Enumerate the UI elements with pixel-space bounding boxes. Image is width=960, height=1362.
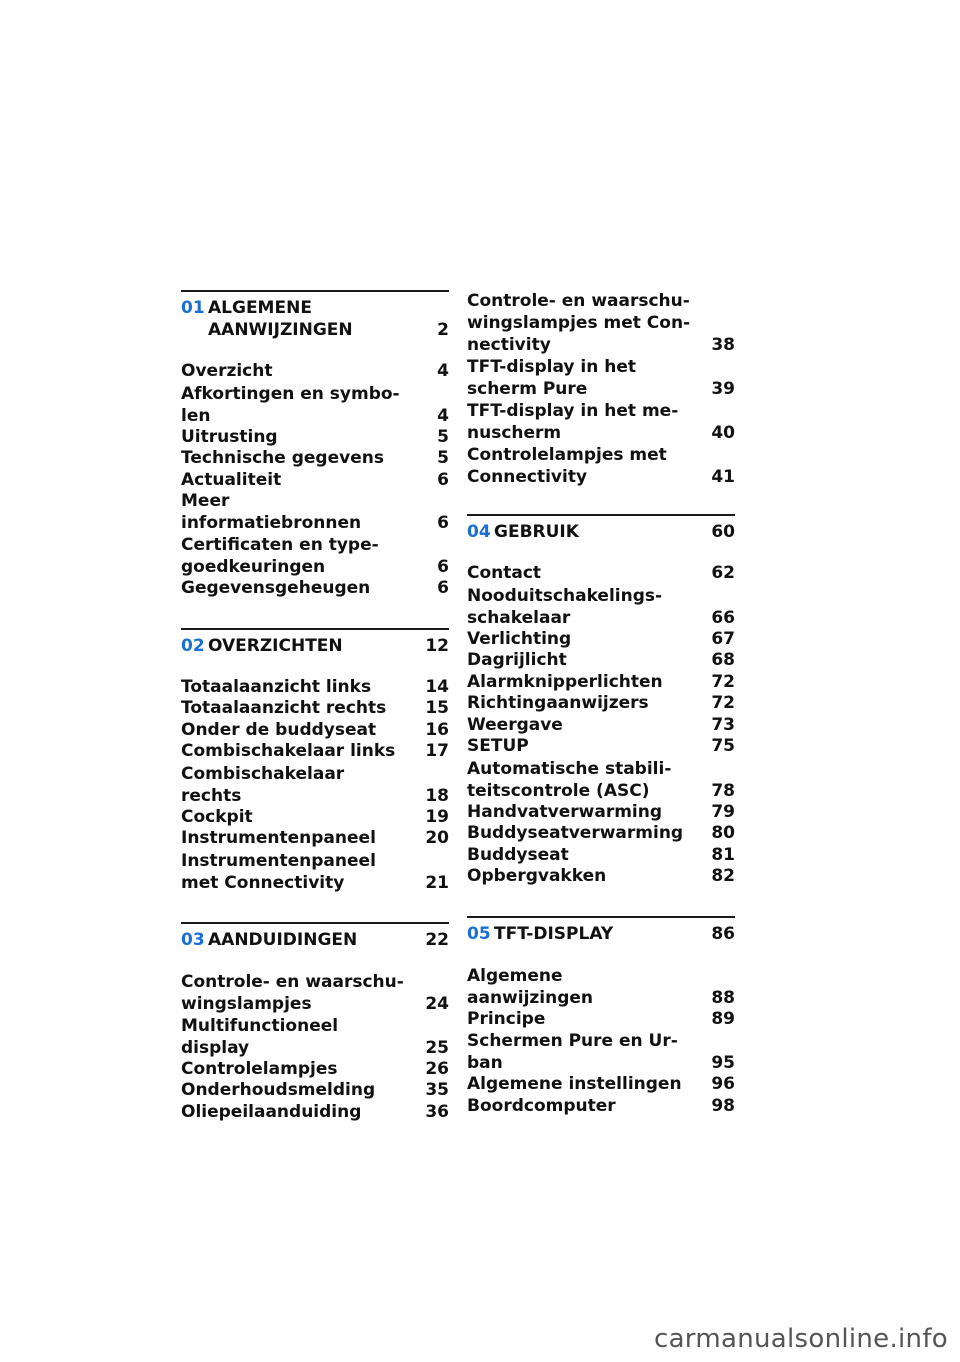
toc-entry-label (181, 448, 409, 470)
toc-entry[interactable] (467, 1009, 735, 1031)
toc-entry-label-line: len (181, 405, 211, 426)
toc-entry-label-line: Automatische stabili- (467, 758, 672, 779)
toc-entry-label-line: Combischakelaar links (181, 741, 396, 761)
toc-entry-label-line: Contact (467, 563, 542, 583)
toc-entry-label-line: Buddyseatverwarming (467, 823, 684, 843)
toc-section (467, 916, 735, 1118)
toc-entry[interactable] (181, 448, 449, 470)
section-title-line: AANWIJZINGEN (208, 320, 353, 340)
toc-entry-label (181, 491, 409, 534)
toc-entry-label (181, 427, 409, 449)
toc-entry-page: 6 (437, 557, 449, 577)
toc-entry-label-line: Onder de buddyseat (181, 719, 377, 740)
toc-entry-label-line: met Connectivity (181, 872, 345, 893)
toc-entry-page: 68 (711, 650, 735, 670)
toc-entry[interactable] (467, 823, 735, 845)
toc-entry-label (467, 290, 695, 356)
toc-entry[interactable] (467, 444, 735, 488)
section-number: 01 (181, 298, 205, 318)
section-title: OVERZICHTEN (208, 635, 343, 656)
toc-entry-label-line: Nooduitschakelings- (467, 585, 663, 606)
toc-entry-label (181, 1080, 409, 1102)
toc-entry-page: 39 (711, 379, 735, 399)
toc-entry-label-line: nectivity (467, 335, 551, 355)
toc-entry-label-line: Opbergvakken (467, 866, 607, 886)
toc-entry-page: 66 (711, 607, 735, 628)
toc-entry-page: 40 (711, 423, 735, 443)
toc-entry-page: 35 (425, 1080, 449, 1100)
toc-entry-label (181, 677, 409, 699)
toc-entry-label (467, 823, 695, 845)
toc-entry-label-line: TFT-display in het (467, 357, 637, 377)
section-heading[interactable] (181, 628, 449, 657)
toc-entry-label (467, 1096, 695, 1118)
section-heading[interactable] (467, 514, 735, 543)
toc-entry-label (181, 763, 409, 807)
toc-entry-page: 4 (437, 405, 449, 426)
toc-entry-label (181, 698, 409, 720)
toc-entry-page: 41 (711, 467, 735, 487)
toc-entry[interactable] (181, 578, 449, 600)
toc-entry[interactable] (467, 672, 735, 694)
toc-entry[interactable] (181, 1102, 449, 1124)
toc-entry-label (181, 578, 409, 600)
toc-entry-label (467, 736, 695, 758)
toc-entry[interactable] (467, 629, 735, 651)
toc-entry-label-line: Overzicht (181, 361, 273, 381)
toc-entry-label-line: Principe (467, 1008, 546, 1029)
toc-entry-label-line: Uitrusting (181, 426, 278, 447)
toc-entry[interactable] (467, 356, 735, 400)
toc-entry[interactable] (181, 1015, 449, 1059)
toc-entry[interactable] (467, 802, 735, 824)
toc-entry-label (181, 470, 409, 492)
toc-entry-label-line: schakelaar (467, 607, 571, 628)
toc-entry-label (181, 971, 409, 1015)
toc-entry[interactable] (467, 693, 735, 715)
section-number: 03 (181, 929, 205, 950)
toc-entry-page: 25 (425, 1037, 449, 1058)
toc-entry-label-line: Buddyseat (467, 844, 569, 865)
toc-entry-label-line: Controle- en waarschu- (181, 971, 404, 992)
toc-entry-page: 72 (711, 671, 735, 692)
toc-entry-label-line: Controlelampjes (181, 1058, 338, 1079)
toc-entry-label-line: Totaalaanzicht links (181, 676, 372, 697)
toc-entry-page: 5 (437, 448, 449, 468)
toc-entry-label-line: teitscontrole (ASC) (467, 780, 650, 801)
toc-entry-page: 6 (437, 578, 449, 598)
toc-entry-label-line: Controlelampjes met (467, 445, 667, 465)
toc-entry-label (467, 400, 695, 444)
toc-entry-page: 79 (711, 801, 735, 822)
toc-entry-label-line: goedkeuringen (181, 557, 326, 577)
toc-entry-label (467, 802, 695, 824)
section-title: GEBRUIK (494, 522, 579, 542)
toc-entry[interactable] (467, 758, 735, 802)
toc-entry-label-line: Oliepeilaanduiding (181, 1101, 362, 1122)
section-heading[interactable] (181, 922, 449, 951)
toc-entry-page: 62 (711, 563, 735, 583)
toc-entry[interactable] (181, 361, 449, 383)
toc-entry-label (181, 534, 409, 578)
toc-entry-label (181, 1102, 409, 1124)
toc-entry-page: 81 (711, 844, 735, 865)
toc-continued-entries (467, 290, 735, 488)
toc-entry-label-line: Instrumentenpaneel (181, 828, 376, 848)
toc-entry-page: 82 (711, 866, 735, 886)
toc-entry-page: 24 (425, 993, 449, 1014)
toc-entry-label (467, 715, 695, 737)
toc-entry[interactable] (181, 720, 449, 742)
toc-entry-label-line: Meer informatiebronnen (181, 491, 362, 533)
toc-section (181, 922, 449, 1124)
toc-entry-label-line: Gegevensgeheugen (181, 578, 371, 598)
toc-entry[interactable] (467, 650, 735, 672)
toc-entry-label (181, 741, 409, 763)
toc-entry-label (467, 650, 695, 672)
toc-entry-page: 72 (711, 693, 735, 713)
toc-entry-label-line: SETUP (467, 736, 529, 756)
toc-entry-page: 78 (711, 780, 735, 801)
toc-entry-label-line: Onderhoudsmelding (181, 1080, 376, 1100)
toc-entry-label-line: Certificaten en type- (181, 535, 379, 555)
toc-entry-page: 73 (711, 714, 735, 735)
toc-entry-label-line: Combischakelaar (181, 763, 345, 784)
toc-entry[interactable] (181, 807, 449, 829)
toc-entry[interactable] (181, 491, 449, 534)
toc-entry-label (181, 850, 409, 894)
toc-entry-label-line: Verlichting (467, 628, 572, 649)
section-heading[interactable] (467, 916, 735, 945)
toc-entry-page: 16 (425, 719, 449, 740)
toc-entry-page: 88 (711, 987, 735, 1008)
toc-entry[interactable] (181, 427, 449, 449)
toc-entry[interactable] (467, 563, 735, 585)
toc-entry-label-line: Algemene instellingen (467, 1074, 682, 1094)
toc-entry-page: 36 (425, 1101, 449, 1122)
toc-entry[interactable] (181, 698, 449, 720)
toc-entry-label (467, 444, 695, 488)
section-title: ALGEMENE (208, 298, 312, 318)
toc-entry[interactable] (181, 1059, 449, 1081)
toc-entry-label (467, 629, 695, 651)
toc-entry-label-line: nuscherm (467, 423, 562, 443)
toc-entry[interactable] (181, 763, 449, 807)
toc-entry-label-line: Handvatverwarming (467, 801, 663, 822)
section-title: AANDUIDINGEN (208, 929, 358, 950)
toc-section (181, 290, 449, 600)
toc-entry-label (467, 866, 695, 888)
toc-entry[interactable] (181, 470, 449, 492)
section-title: TFT-DISPLAY (494, 923, 614, 944)
toc-entry[interactable] (467, 1096, 735, 1118)
toc-entry-label-line: Multifunctioneel (181, 1015, 339, 1036)
toc-entry[interactable] (467, 585, 735, 629)
toc-entry-page: 96 (711, 1074, 735, 1094)
toc-entry-label (467, 1009, 695, 1031)
toc-entry-label (467, 585, 695, 629)
toc-entry[interactable] (181, 383, 449, 427)
toc-entry-label-line: Algemene (467, 965, 563, 986)
toc-entry-label (467, 965, 695, 1009)
toc-entry-label-line: Dagrijlicht (467, 650, 567, 670)
toc-entry-page: 4 (437, 361, 449, 381)
toc-entry-page: 21 (425, 872, 449, 893)
toc-entry-page: 19 (425, 806, 449, 827)
section-number: 05 (467, 923, 491, 944)
toc-entry-label-line: Richtingaanwijzers (467, 693, 649, 713)
toc-entry[interactable] (467, 845, 735, 867)
toc-entry-label (467, 1074, 695, 1096)
toc-entry-page: 67 (711, 628, 735, 649)
toc-entry[interactable] (467, 400, 735, 444)
toc-entry-page: 15 (425, 698, 449, 718)
toc-entry[interactable] (181, 1080, 449, 1102)
toc-entry-label (467, 1030, 695, 1074)
toc-entry[interactable] (181, 850, 449, 894)
section-page: 12 (425, 635, 449, 656)
toc-entry-label (467, 672, 695, 694)
toc-entry-page: 38 (711, 335, 735, 355)
toc-entry-label-line: rechts (181, 785, 242, 806)
toc-entry-label (181, 807, 409, 829)
toc-entry[interactable] (181, 677, 449, 699)
section-page: 86 (711, 923, 735, 944)
toc-entry-page: 17 (425, 741, 449, 761)
section-number: 02 (181, 635, 205, 656)
toc-entry[interactable] (467, 965, 735, 1009)
toc-entry-label-line: Instrumentenpaneel (181, 850, 376, 871)
toc-entry-page: 98 (711, 1095, 735, 1116)
toc-entry-page: 75 (711, 736, 735, 756)
section-page: 60 (711, 522, 735, 542)
toc-entry[interactable] (467, 1030, 735, 1074)
toc-entry[interactable] (181, 534, 449, 578)
toc-entry-label (181, 1059, 409, 1081)
section-number: 04 (467, 522, 491, 542)
toc-entry[interactable] (467, 866, 735, 888)
toc-entry-page: 20 (425, 828, 449, 848)
toc-entry-label-line: Technische gegevens (181, 448, 384, 468)
toc-entry-label-line: Schermen Pure en Ur- (467, 1031, 678, 1051)
toc-entry-label (181, 383, 409, 427)
toc-entry-label (467, 356, 695, 400)
watermark-text: carmanualsonline.info (653, 1324, 948, 1354)
toc-entry-page: 26 (425, 1058, 449, 1079)
toc-left-column (181, 290, 449, 1151)
toc-entry-label (467, 693, 695, 715)
toc-entry-label-line: Boordcomputer (467, 1095, 616, 1116)
section-heading[interactable] (181, 290, 449, 341)
section-page: 2 (437, 320, 449, 340)
toc-entry-label (467, 563, 695, 585)
toc-entry-label (467, 845, 695, 867)
toc-entry-label-line: TFT-display in het me- (467, 401, 679, 421)
toc-entry-page: 6 (437, 512, 449, 533)
toc-entry-label-line: ban (467, 1053, 503, 1073)
toc-entry-label (181, 720, 409, 742)
toc-entry-label-line: Cockpit (181, 806, 253, 827)
toc-entry[interactable] (467, 290, 735, 356)
toc-entry-label-line: Actualiteit (181, 469, 282, 490)
toc-entry-label-line: wingslampjes (181, 993, 312, 1014)
toc-entry-page: 95 (711, 1053, 735, 1073)
toc-entry-label-line: Connectivity (467, 467, 588, 487)
toc-entry-page: 89 (711, 1008, 735, 1029)
toc-entry-label-line: wingslampjes met Con- (467, 313, 691, 333)
toc-entry-label-line: Controle- en waarschu- (467, 291, 690, 311)
toc-entry[interactable] (467, 715, 735, 737)
toc-entry-page: 18 (425, 785, 449, 806)
toc-entry-label-line: Totaalaanzicht rechts (181, 698, 387, 718)
toc-entry-label (181, 828, 409, 850)
toc-section (467, 514, 735, 888)
toc-entry-label (181, 1015, 409, 1059)
toc-entry-label-line: Alarmknipperlichten (467, 671, 663, 692)
toc-entry-label-line: display (181, 1037, 250, 1058)
toc-entry-label-line: Afkortingen en symbo- (181, 383, 400, 404)
toc-entry-page: 80 (711, 823, 735, 843)
toc-entry-label-line: aanwijzingen (467, 987, 594, 1008)
toc-entry[interactable] (181, 971, 449, 1015)
toc-entry-page: 14 (425, 676, 449, 697)
toc-entry-page: 5 (437, 426, 449, 447)
toc-entry-label-line: Weergave (467, 714, 563, 735)
toc-entry[interactable] (181, 828, 449, 850)
toc-entry[interactable] (181, 741, 449, 763)
toc-right-column (467, 290, 735, 1145)
section-page: 22 (425, 929, 449, 950)
toc-section (181, 628, 449, 894)
toc-entry-page: 6 (437, 469, 449, 490)
toc-entry-label (467, 758, 695, 802)
toc-entry[interactable] (467, 1074, 735, 1096)
toc-entry-label-line: scherm Pure (467, 379, 588, 399)
toc-entry[interactable] (467, 736, 735, 758)
toc-entry-label (181, 361, 409, 383)
